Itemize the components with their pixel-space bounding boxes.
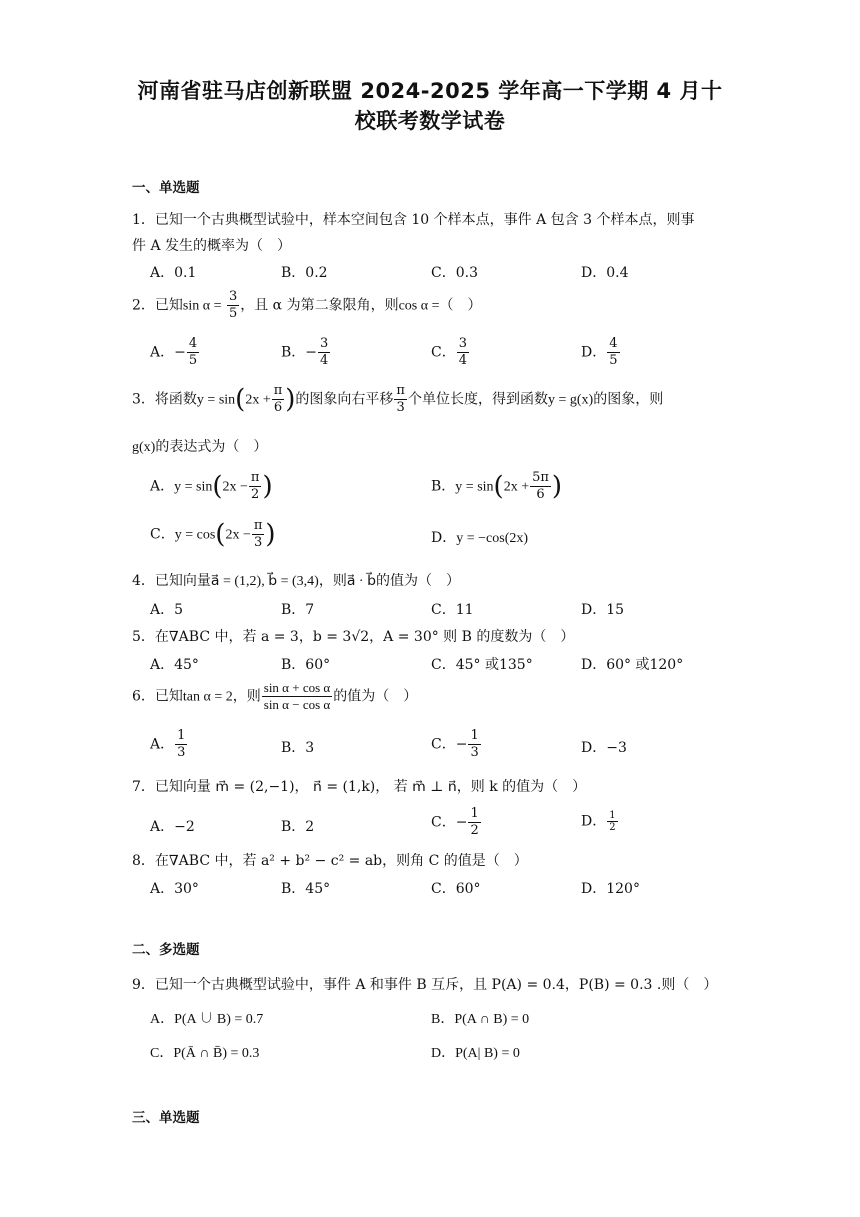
q3-option-d: D．y = −cos(2x) (431, 530, 529, 546)
q7-option-d: D． $\frac{1}{2}$ (581, 810, 616, 833)
q3-option-b: B．y = sin(2x + $\frac{5\pi}{6}$ ) (431, 470, 563, 502)
q7-option-b: B．2 (281, 819, 315, 835)
section-heading-3: 三、单选题 (132, 1110, 200, 1126)
q8-option-a: A．30° (150, 881, 199, 897)
q1-option-d: D．0.4 (581, 265, 629, 281)
q7-option-a: A．−2 (150, 819, 195, 835)
section-heading-2: 二、多选题 (132, 942, 200, 958)
q6-option-b: B．3 (281, 740, 315, 756)
q9-option-a: A．P(A ∪ B) = 0.7 (150, 1012, 264, 1027)
q1-stem-line2: 件 A 发生的概率为（ ） (132, 238, 292, 254)
q8-option-c: C．60° (431, 881, 481, 897)
q2-stem: 2．已知sin α = $\frac{3}{5}$ ，且 α 为第二象限角，则cos α =（ ） (132, 289, 482, 321)
q7-option-c: C．− $\frac{1}{2}$ (431, 806, 479, 838)
q4-option-b: B．7 (281, 602, 315, 618)
q6-option-c: C．− $\frac{1}{3}$ (431, 728, 479, 760)
q1-option-b: B．0.2 (281, 265, 328, 281)
q8-stem: 8．在∇ABC 中，若 a² + b² − c² = ab，则角 C 的值是（ ） (132, 853, 528, 869)
q9-option-d: D．P(A| B) = 0 (431, 1046, 520, 1061)
q5-option-b: B．60° (281, 657, 331, 673)
q4-option-d: D．15 (581, 602, 625, 618)
q2-option-c: C． $\frac{3}{4}$ (431, 336, 467, 368)
q1-option-a: A．0.1 (150, 265, 197, 281)
q8-option-d: D．120° (581, 881, 640, 897)
section-heading-1: 一、单选题 (132, 180, 200, 196)
q8-option-b: B．45° (281, 881, 331, 897)
title-line-2: 校联考数学试卷 (354, 109, 506, 133)
q6-option-d: D．−3 (581, 740, 627, 756)
q3-stem: 3．将函数y = sin(2x + $\frac{\pi}{6}$ )的图象向右平移 $\frac{\pi}{3}$ 个单位长度，得到函数y = g(x)的图象，则 (132, 383, 664, 415)
q3-stem-line2: g(x)的表达式为（ ） (132, 439, 268, 455)
q1-stem-line1: 1．已知一个古典概型试验中，样本空间包含 10 个样本点，事件 A 包含 3 个样本点，则事 (132, 212, 695, 228)
q4-option-c: C．11 (431, 602, 474, 618)
q3-option-c: C．y = cos(2x − $\frac{\pi}{3}$ ) (150, 518, 276, 550)
q1-option-c: C．0.3 (431, 265, 478, 281)
q5-option-a: A．45° (150, 657, 199, 673)
q4-stem: 4．已知向量a⃗ = (1,2), b⃗ = (3,4)，则a⃗ · b⃗的值为（ ） (132, 573, 460, 589)
q6-option-a: A． $\frac{1}{3}$ (150, 728, 186, 760)
q9-option-b: B．P(A ∩ B) = 0 (431, 1012, 530, 1027)
q2-option-d: D． $\frac{4}{5}$ (581, 336, 618, 368)
q3-option-a: A．y = sin(2x − $\frac{\pi}{2}$ ) (150, 470, 273, 502)
q6-stem: 6．已知tan α = 2，则 $\frac{\text{sin α + cos α}}{\text{sin α − cos α}}$ 的值为（ ） (132, 680, 418, 712)
q5-option-d: D．60° 或120° (581, 657, 684, 673)
q5-option-c: C．45° 或135° (431, 657, 533, 673)
q9-stem: 9．已知一个古典概型试验中，事件 A 和事件 B 互斥，且 P(A) = 0.4，P(B) = 0.3 .则（ ） (132, 977, 718, 993)
q2-option-b: B．− $\frac{3}{4}$ (281, 336, 329, 368)
q7-stem: 7．已知向量 m⃗ = (2,−1)， n⃗ = (1,k)， 若 m⃗ ⊥ n⃗，则 k 的值为（ ） (132, 779, 587, 795)
q9-option-c: C．P(Ā ∩ B̄) = 0.3 (150, 1046, 260, 1061)
title-line-1: 河南省驻马店创新联盟 2024-2025 学年高一下学期 4 月十 (137, 79, 723, 103)
exam-title (0, 76, 860, 136)
q2-option-a: A．− $\frac{4}{5}$ (150, 336, 198, 368)
q4-option-a: A．5 (150, 602, 184, 618)
q2-frac: $\frac{3}{5}$ (228, 289, 238, 321)
q5-stem: 5．在∇ABC 中，若 a = 3，b = 3√2，A = 30° 则 B 的度数为（ ） (132, 629, 575, 645)
